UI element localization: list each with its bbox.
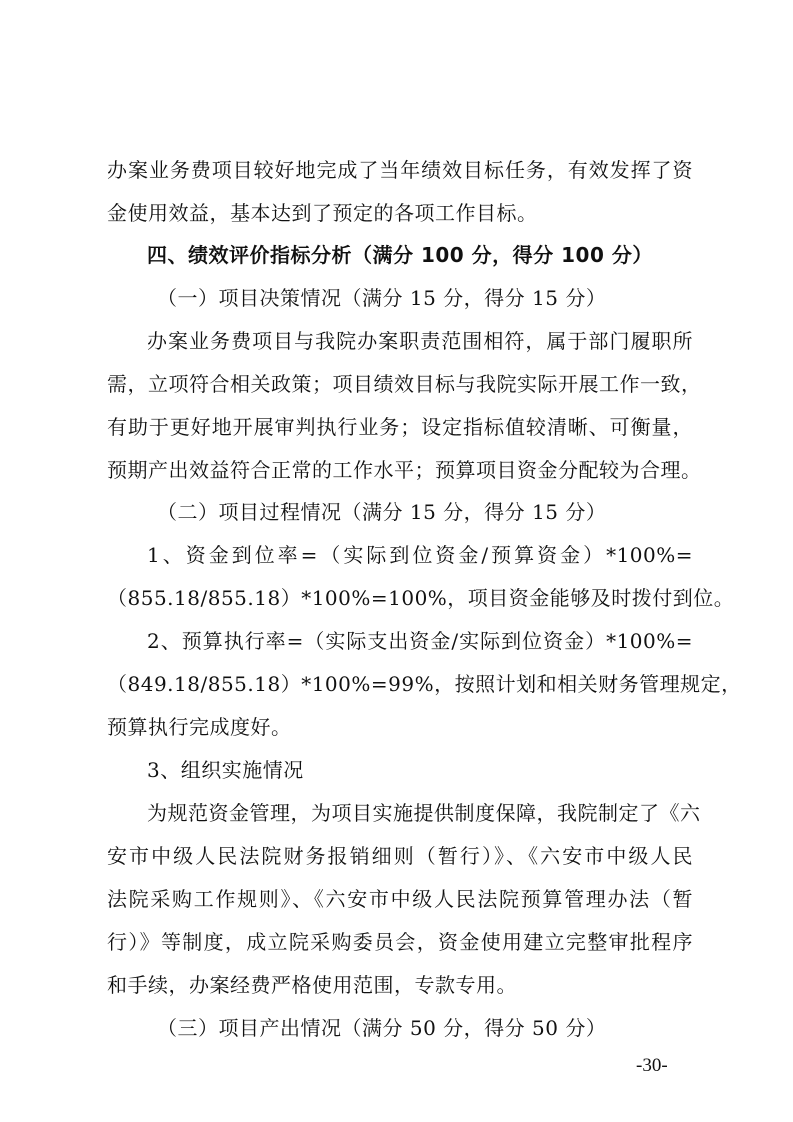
subsection-heading: （三）项目产出情况（满分 50 分，得分 50 分） <box>157 1016 607 1040</box>
paragraph-line: 行）》等制度，成立院采购委员会，资金使用建立完整审批程序 <box>107 930 693 954</box>
paragraph-line: 有助于更好地开展审判执行业务；设定指标值较清晰、可衡量， <box>107 415 693 439</box>
paragraph-line: 预期产出效益符合正常的工作水平；预算项目资金分配较为合理。 <box>107 458 702 482</box>
paragraph-line: 法院采购工作规则》、《六安市中级人民法院预算管理办法（暂 <box>107 887 693 911</box>
paragraph-line: 需，立项符合相关政策；项目绩效目标与我院实际开展工作一致， <box>107 372 702 396</box>
paragraph-line: 预算执行完成度好。 <box>107 715 292 739</box>
paragraph-line: （849.18/855.18）*100%=99%，按照计划和相关财务管理规定， <box>107 672 742 696</box>
paragraph-line: 2、预算执行率=（实际支出资金/实际到位资金）*100%= <box>147 629 693 653</box>
paragraph-line: 金使用效益，基本达到了预定的各项工作目标。 <box>107 201 538 225</box>
paragraph-line: 和手续，办案经费严格使用范围，专款专用。 <box>107 973 517 997</box>
subsection-heading: （一）项目决策情况（满分 15 分，得分 15 分） <box>157 286 607 310</box>
paragraph-line: 为规范资金管理，为项目实施提供制度保障，我院制定了《六 <box>147 801 701 825</box>
subsection-heading: （二）项目过程情况（满分 15 分，得分 15 分） <box>157 500 607 524</box>
paragraph-line: （855.18/855.18）*100%=100%，项目资金能够及时拨付到位。 <box>107 586 735 610</box>
list-item-heading: 3、组织实施情况 <box>147 758 304 782</box>
paragraph-line: 安市中级人民法院财务报销细则（暂行）》、《六安市中级人民 <box>107 844 693 868</box>
paragraph-line: 办案业务费项目与我院办案职责范围相符，属于部门履职所 <box>147 329 693 353</box>
paragraph-line: 1、资金到位率=（实际到位资金/预算资金）*100%= <box>147 543 693 567</box>
page-number: -30- <box>636 1055 668 1076</box>
section-heading: 四、绩效评价指标分析（满分 100 分，得分 100 分） <box>147 243 653 267</box>
paragraph-line: 办案业务费项目较好地完成了当年绩效目标任务，有效发挥了资 <box>107 158 693 182</box>
